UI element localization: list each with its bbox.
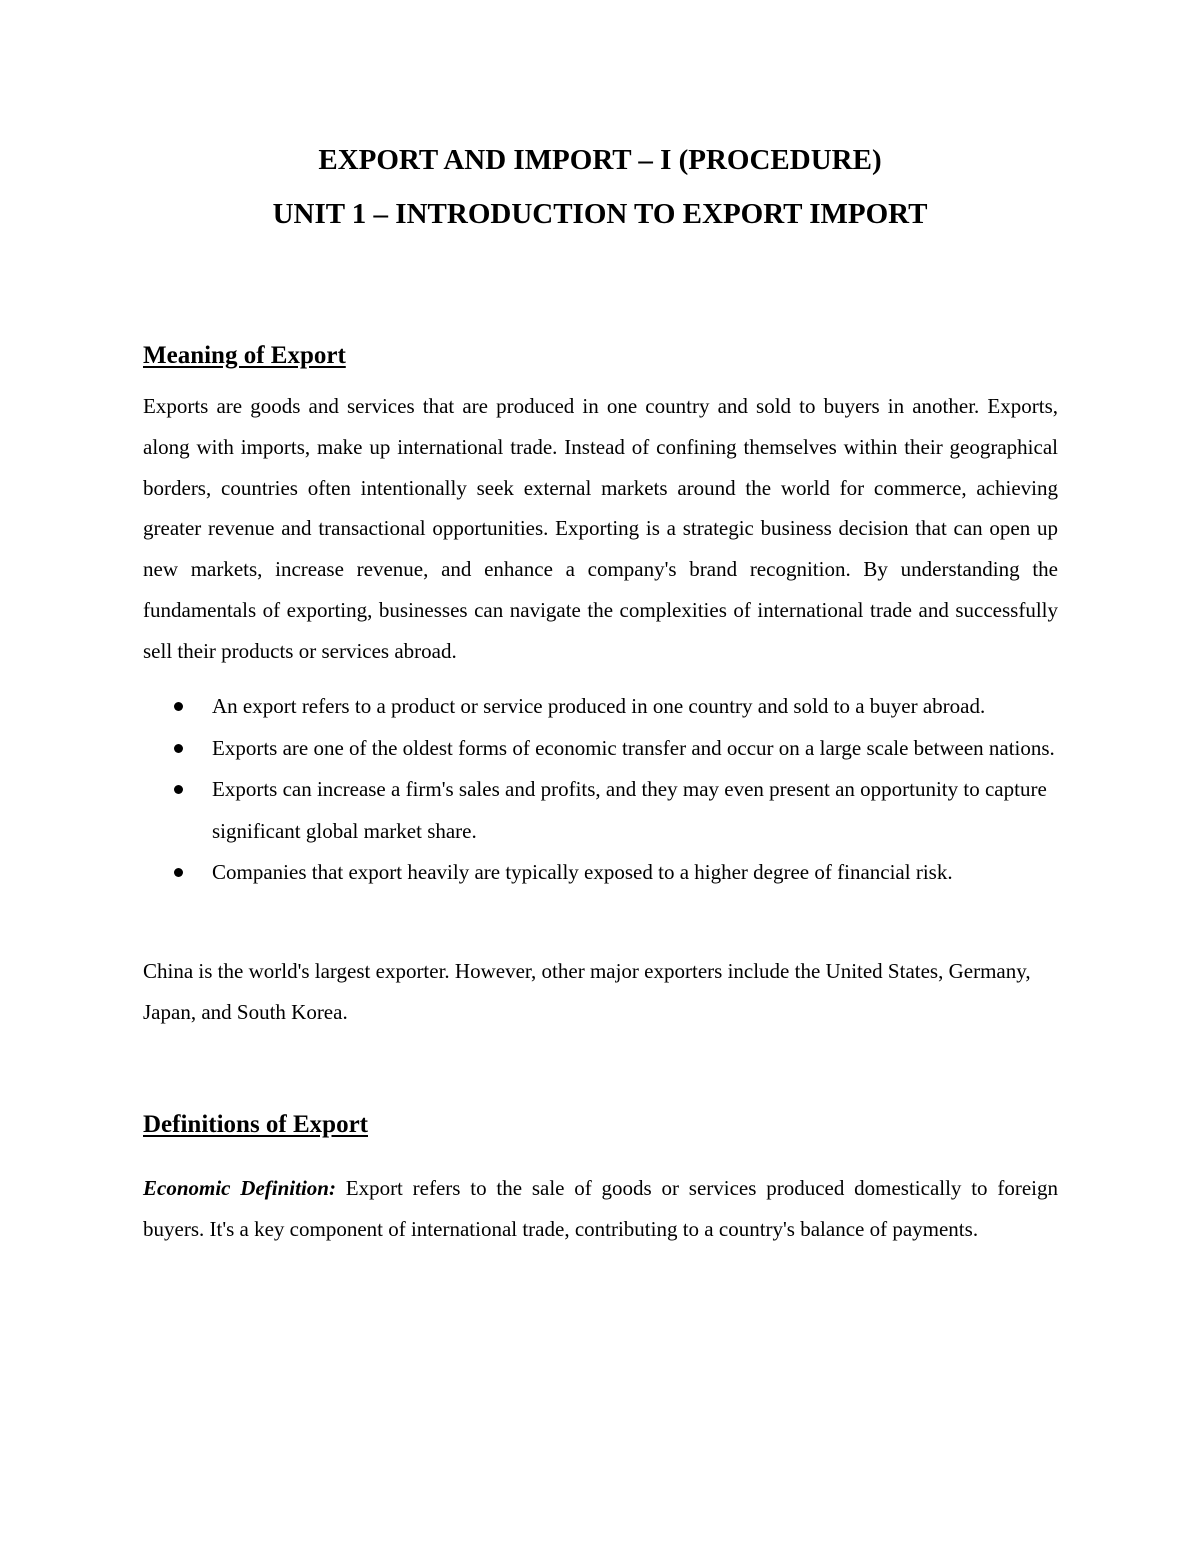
list-item-text: Exports can increase a firm's sales and profits, and they may even present an opportunity to capture significant global market share.	[212, 777, 1047, 843]
list-item-text: Companies that export heavily are typically exposed to a higher degree of financial risk.	[212, 860, 953, 884]
list-item	[143, 686, 1058, 728]
list-item	[143, 728, 1058, 770]
bullet-icon	[174, 785, 183, 794]
export-bullet-list	[143, 686, 1058, 894]
bullet-icon	[174, 868, 183, 877]
unit-title: UNIT 1 – INTRODUCTION TO EXPORT IMPORT	[272, 198, 928, 230]
economic-definition-paragraph	[143, 1168, 1058, 1250]
bullet-icon	[174, 744, 183, 753]
list-item	[143, 769, 1058, 852]
definitions-of-export-heading: Definitions of Export	[143, 1111, 368, 1138]
meaning-of-export-paragraph: Exports are goods and services that are produced in one country and sold to buyers in another. Exports, along with imports, make up international trade. Instead of confining themselves within their geographical borders, countries often intentionally seek external markets around the world for commerce, achieving greater revenue and transactional opportunities. Exporting is a strategic business decision that can open up new markets, increase revenue, and enhance a company's brand recognition. By understanding the fundamentals of exporting, businesses can navigate the complexities of international trade and successfully sell their products or services abroad.	[143, 394, 1058, 663]
largest-exporters-paragraph: China is the world's largest exporter. However, other major exporters include the United States, Germany, Japan, and South Korea.	[143, 959, 1031, 1024]
list-item-text: Exports are one of the oldest forms of economic transfer and occur on a large scale between nations.	[212, 735, 1055, 760]
document-title: EXPORT AND IMPORT – I (PROCEDURE)	[318, 144, 882, 176]
meaning-of-export-heading: Meaning of Export	[143, 342, 346, 369]
bullet-icon	[174, 702, 183, 711]
list-item-text: An export refers to a product or service produced in one country and sold to a buyer abroad.	[212, 694, 986, 718]
list-item	[143, 852, 1058, 894]
economic-definition-label: Economic Definition:	[143, 1176, 336, 1200]
economic-definition-text: Export refers to the sale of goods or services produced domestically to foreign buyers. It's a key component of international trade, contributing to a country's balance of payments.	[143, 1176, 1058, 1241]
